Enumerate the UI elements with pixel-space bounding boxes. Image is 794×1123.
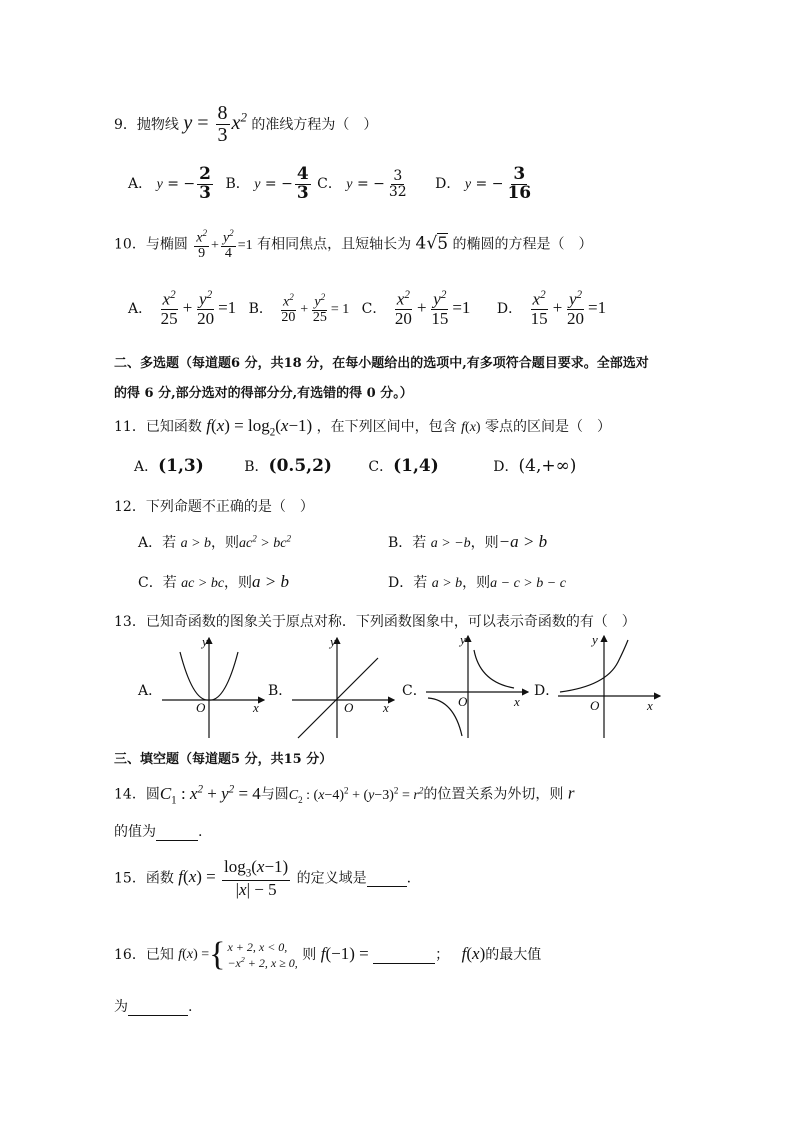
q13-graph-a[interactable] [160,632,270,742]
q13-option-d-label[interactable]: D． [534,683,560,699]
q12-option-d[interactable]: D．若 a > b，则a − c > b − c [388,575,566,591]
axis-y-label: y [592,632,598,647]
origin-label: O [196,700,206,715]
question-16-cont: 为 . [114,999,193,1015]
q13-option-c-label[interactable]: C． [402,683,427,699]
question-10: 10．与椭圆 $\frac{x^2}{9}$ + $\frac{y^2}{4}$ =1 有相同焦点，且短轴长为 4√5 的椭圆的方程是（ ） [114,228,593,262]
q13-graph-c[interactable] [424,632,534,742]
q11-options [134,456,576,476]
q10-options [128,290,606,327]
origin-label: O [590,698,600,713]
q11-option-a[interactable]: A．(1,3) [134,456,204,476]
question-13: 13．已知奇函数的图象关于原点对称．下列函数图象中，可以表示奇函数的有（ ） [114,614,636,630]
q9-option-c[interactable]: C． y = − $\frac{3}{32}$ [317,168,407,200]
question-14: 14．圆$C_1$ : $x^2 + y^2 = 4$与圆$C_2$ : $(x-4)^2 + (y-3)^2 = r^2$的位置关系为外切，则 r [114,783,575,807]
q13-graph-b[interactable] [290,632,400,742]
question-9: 9．抛物线 y = $\frac{8}{3}$ $x^2$ 的准线方程为（ ） [114,102,378,146]
axis-y-label: y [330,634,336,649]
axis-x-label: x [383,700,389,715]
axis-y-label: y [202,634,208,649]
line-through-origin [298,658,378,738]
q11-option-d[interactable]: D．(4,+∞) [493,456,577,476]
q13-graph-d[interactable] [556,632,666,742]
q16-answer-blank-1[interactable] [373,947,435,964]
q12-option-a[interactable]: A．若 a > b，则$ac^2 > bc^2$ [138,533,292,551]
q16-answer-blank-2[interactable] [128,999,188,1016]
q10-option-a[interactable]: A． $\frac{x^2}{25}$ + $\frac{y^2}{20}$ =1 [128,289,237,328]
q11-function: $f(x) = \log_2(x-1)$ [206,416,313,439]
question-16: 16．已知 f ( x ) = { x + 2, x < 0, $-x^2 + 2$, x ≥ 0, 则 f(−1) = ； f(x)的最大值 [114,936,542,973]
q12-option-b[interactable]: B．若 a > −b，则−a > b [388,532,548,551]
q15-function: f(x) = $\frac{\log_3(x-1)}{|x| - 5}$ [178,857,289,899]
q15-answer-blank[interactable] [367,870,407,887]
section-2-heading-cont: 的得 6 分,部分选对的得部分分,有选错的得 0 分。） [114,386,413,401]
origin-label: O [344,700,354,715]
axis-x-label: x [647,698,653,713]
q11-option-b[interactable]: B．(0.5,2) [244,456,332,476]
q12-option-c[interactable]: C．若 ac > bc，则a > b [138,572,290,591]
axis-y-label: y [460,632,466,647]
q11-option-c[interactable]: C．(1,4) [368,456,439,476]
question-11: 11．已知函数 $f(x) = \log_2(x-1)$ ，在下列区间中，包含 f(x) 零点的区间是（ ） [114,416,612,439]
axis-x-label: x [514,694,520,709]
origin-label: O [458,694,468,709]
q9-options [128,166,535,203]
q13-option-b-label[interactable]: B． [268,683,293,699]
q16-piecewise: f ( x ) = { x + 2, x < 0, $-x^2 + 2$, x ≥ 0, [178,936,298,973]
axis-x-label: x [253,700,259,715]
q13-option-a-label[interactable]: A． [138,683,163,699]
q10-axis-length: 4√5 [415,233,449,254]
section-2-heading: 二、多选题（每道题6 分，共18 分，在每小题给出的选项中,有多项符合题目要求。全部选对 [114,356,649,371]
q10-option-d[interactable]: D． $\frac{x^2}{15}$ + $\frac{y^2}{20}$ =1 [496,289,607,328]
q14-answer-blank[interactable] [156,824,198,841]
q9-option-b[interactable]: B． y = − $\frac{4}{3}$ [225,164,309,203]
q10-option-b[interactable]: B． $\frac{x^2}{20}$ + $\frac{y^2}{25}$ = 1 [248,291,350,326]
q9-option-a[interactable]: A． y = − $\frac{2}{3}$ [128,164,212,203]
hyperbola-branch-left [428,698,462,736]
hyperbola-branch-right [474,650,514,688]
section-3-heading: 三、填空题（每道题5 分，共15 分） [114,752,333,767]
question-15: 15．函数 f(x) = $\frac{\log_3(x-1)}{|x| - 5}$ 的定义域是 . [114,857,412,899]
q9-option-d[interactable]: D． y = − $\frac{3}{16}$ [435,164,532,203]
q10-option-c[interactable]: C． $\frac{x^2}{20}$ + $\frac{y^2}{15}$ =1 [361,289,471,328]
question-14-cont: 的值为 . [114,824,203,840]
q10-ellipse: $\frac{x^2}{9}$ + $\frac{y^2}{4}$ =1 [196,228,253,262]
q9-formula: y = $\frac{8}{3}$ $x^2$ [183,102,247,146]
question-12: 12．下列命题不正确的是（ ） [114,499,314,515]
